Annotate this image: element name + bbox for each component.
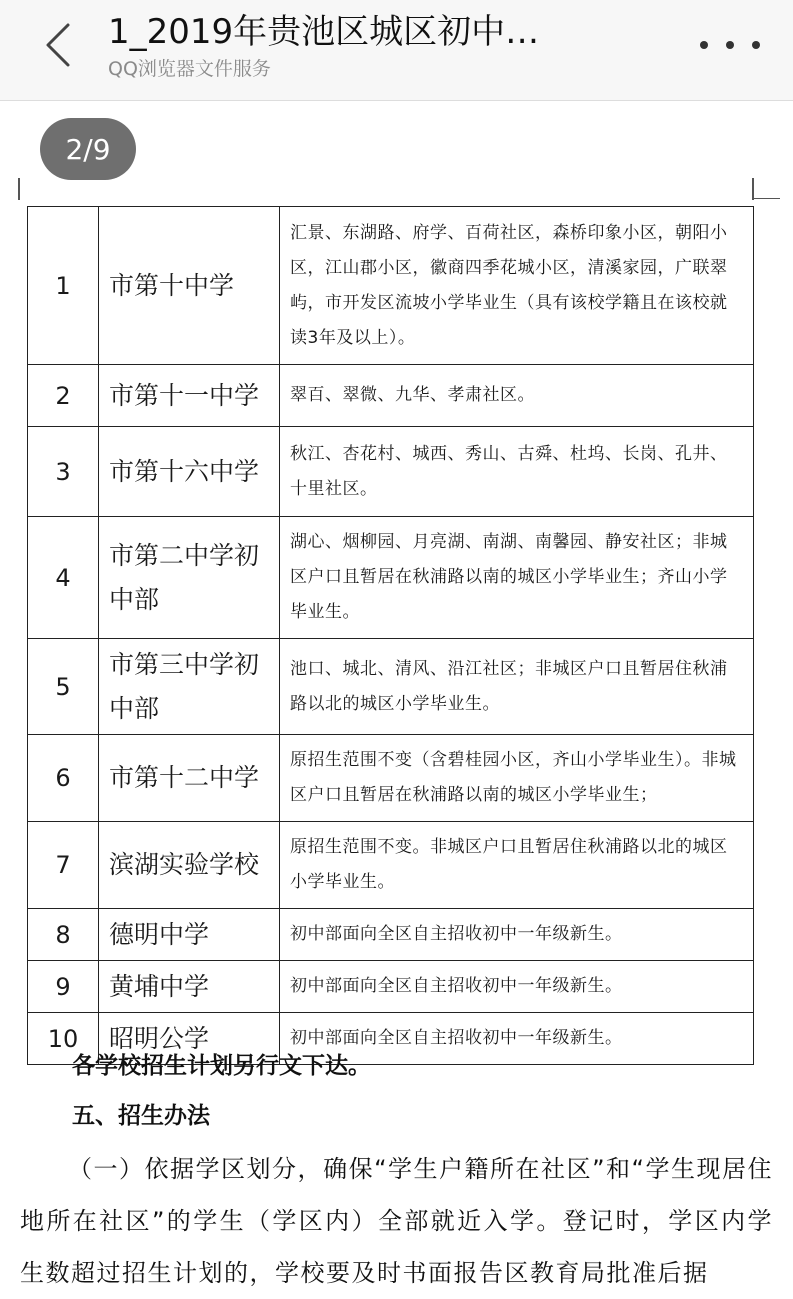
row-number: 9 [28, 961, 99, 1013]
table-row [28, 822, 754, 909]
row-number: 5 [28, 639, 99, 735]
table-row [28, 909, 754, 961]
more-dot [726, 41, 734, 49]
school-name: 市第十六中学 [99, 427, 280, 517]
document-source: QQ浏览器文件服务 [108, 58, 271, 80]
plan-note: 各学校招生计划另行文下达。 [72, 1053, 371, 1079]
enrollment-area: 原招生范围不变。非城区户口且暂居住秋浦路以北的城区小学毕业生。 [280, 822, 754, 909]
row-number: 2 [28, 365, 99, 427]
school-name: 滨湖实验学校 [99, 822, 280, 909]
more-dot [700, 41, 708, 49]
table-row [28, 639, 754, 735]
table-row [28, 207, 754, 365]
enrollment-area: 湖心、烟柳园、月亮湖、南湖、南馨园、静安社区；非城区户口且暂居在秋浦路以南的城区小学毕业生；齐山小学毕业生。 [280, 517, 754, 639]
table-row [28, 961, 754, 1013]
row-number: 4 [28, 517, 99, 639]
school-name: 市第十二中学 [99, 735, 280, 822]
table-row [28, 365, 754, 427]
row-number: 3 [28, 427, 99, 517]
school-name: 德明中学 [99, 909, 280, 961]
enrollment-area: 池口、城北、清风、沿江社区；非城区户口且暂居住秋浦路以北的城区小学毕业生。 [280, 639, 754, 735]
table-row [28, 517, 754, 639]
enrollment-area: 初中部面向全区自主招收初中一年级新生。 [280, 1013, 754, 1065]
row-number: 10 [28, 1013, 99, 1065]
enrollment-area: 初中部面向全区自主招收初中一年级新生。 [280, 909, 754, 961]
back-arrow-glyph [45, 22, 71, 68]
back-arrow-icon[interactable] [38, 20, 78, 70]
school-name: 市第二中学初中部 [99, 517, 280, 639]
enrollment-area: 秋江、杏花村、城西、秀山、古舜、杜坞、长岗、孔井、十里社区。 [280, 427, 754, 517]
document-title: 1_2019年贵池区城区初中… [108, 12, 540, 52]
table-row [28, 735, 754, 822]
school-name: 黄埔中学 [99, 961, 280, 1013]
enrollment-area: 初中部面向全区自主招收初中一年级新生。 [280, 961, 754, 1013]
crop-mark-right [752, 178, 754, 200]
school-name: 昭明公学 [99, 1013, 280, 1065]
more-options-icon[interactable] [700, 30, 760, 60]
enrollment-area: 原招生范围不变（含碧桂园小区，齐山小学毕业生）。非城区户口且暂居在秋浦路以南的城区小学毕业生； [280, 735, 754, 822]
crop-mark-right-h [752, 198, 780, 199]
page-indicator: 2/9 [40, 118, 136, 180]
row-number: 7 [28, 822, 99, 909]
enrollment-area: 汇景、东湖路、府学、百荷社区，森桥印象小区，朝阳小区，江山郡小区，徽商四季花城小区，清溪家园，广联翠屿，市开发区流坡小学毕业生（具有该校学籍且在该校就读3年及以上）。 [280, 207, 754, 365]
enrollment-area: 翠百、翠微、九华、孝肃社区。 [280, 365, 754, 427]
body-paragraph: （一）依据学区划分，确保“学生户籍所在社区”和“学生现居住地所在社区”的学生（学区内）全部就近入学。登记时，学区内学生数超过招生计划的，学校要及时书面报告区教育局批准后据 [20, 1155, 773, 1287]
table-row [28, 427, 754, 517]
section-heading: 五、招生办法 [72, 1103, 210, 1129]
enrollment-table [27, 206, 754, 1065]
school-name: 市第十一中学 [99, 365, 280, 427]
more-dot [752, 41, 760, 49]
school-name: 市第三中学初中部 [99, 639, 280, 735]
row-number: 1 [28, 207, 99, 365]
school-name: 市第十中学 [99, 207, 280, 365]
row-number: 6 [28, 735, 99, 822]
crop-mark-left [18, 178, 20, 200]
top-bar [0, 0, 793, 101]
row-number: 8 [28, 909, 99, 961]
